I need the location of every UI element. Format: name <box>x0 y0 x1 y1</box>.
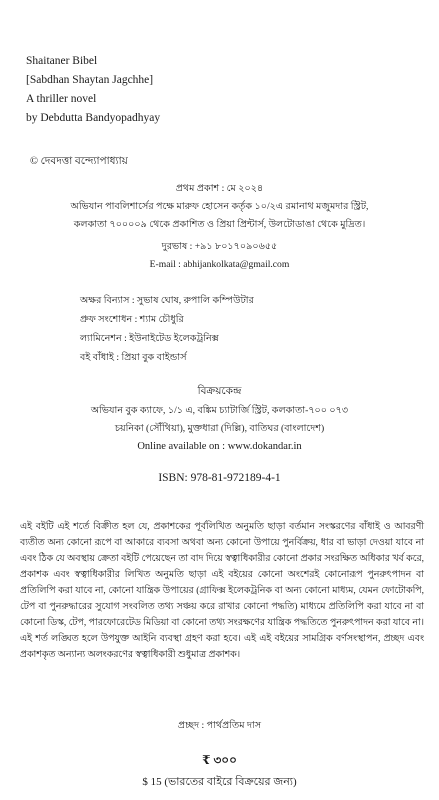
price-usd: $ 15 (ভারতের বাইরে বিক্রয়ের জন্য) <box>142 776 297 788</box>
sales-heading: বিক্রয়কেন্দ্র <box>197 386 242 397</box>
first-edition: প্রথম প্রকাশ : মে ২০২৪ <box>175 183 264 194</box>
price-inr: ₹ ৩০০ <box>202 753 237 767</box>
sales-line-2: চয়নিকা (সৌঁথিয়া), মুক্তধারা (দিল্লি), বাতিঘর (বাংলাদেশ) <box>114 423 325 434</box>
cover-credit: প্রচ্ছদ : পার্থপ্রতিম দাস <box>177 720 262 731</box>
author-line: by Debdutta Bandyopadhyay <box>26 112 161 124</box>
lamination-credit: ল্যামিনেশন : ইউনাইটেড ইলেকট্রনিক্স <box>80 333 219 344</box>
typesetting-credit: অক্ষর বিন্যাস : সুভাষ ঘোষ, রুপালি কম্পিউটার <box>80 295 254 306</box>
email-line: E-mail : abhijankolkata@gmail.com <box>149 259 290 270</box>
english-title-block <box>26 52 160 128</box>
binding-credit: বই বাঁধাই : প্রিয়া বুক বাইন্ডার্স <box>80 352 187 363</box>
genre-line: A thriller novel <box>26 93 97 105</box>
proofreading-credit: প্রুফ সংশোধন : শ্যাম চৌধুরি <box>80 314 184 325</box>
phone-line: দুরভাষ : +৯১ ৮০১৭০৯০৬৫৫ <box>161 241 278 252</box>
isbn: ISBN: 978-81-972189-4-1 <box>158 472 281 484</box>
sales-line-1: অভিযান বুক ক্যাফে, ১/১ এ, বঙ্কিম চ্যাটার্জি স্ট্রিট, কলকাতা-৭০০ ০৭৩ <box>90 405 349 416</box>
online-availability: Online available on : www.dokandar.in <box>137 441 302 452</box>
legal-notice: এই বইটি এই শর্তে বিক্রীত হল যে, প্রকাশকের পূর্বলিখিত অনুমতি ছাড়া বর্তমান সংস্করণের বাঁধাই ও আবরণী ব্যতীত অন্য কোনো রূপে বা আকারে ব্যবসা অথবা অন্য কোনো উপায়ে পুনর্বিক্রয়, ধার বা ভাড়া দেওয়া যাবে না এবং ঠিক যে অবস্থায় ক্রেতা বইটি পেয়েছেন তা বাদ দিয়ে স্বত্বাধিকারীর কোনো প্রকার সংরক্ষিত অধিকার খর্ব করে, প্রকাশক এবং স্বত্বাধিকারীর লিখিত অনুমতি ছাড়া এই বইয়ের কোনো অংশেরই কোনোরূপ পুনরুৎপাদন বা প্রতিলিপি করা যাবে না, কোনো যান্ত্রিক উপায়ের (গ্রাফিক্স ইলেকট্রনিক বা অন্য কোনো মাধ্যম, যেমন ফোটোকপি, টেপ বা পুনরুদ্ধারের সুযোগ সংবলিত তথ্য সঞ্চয় করে রাখার কোনো পদ্ধতি) মাধ্যমে প্রতিলিপি করা যাবে না বা কোনো ডিস্ক, টেপ, পারফোরেটেড মিডিয়া বা কোনো তথ্য সংরক্ষণের যান্ত্রিক পদ্ধতিতে পুনরুৎপাদন করা যাবে না। এই শর্ত লঙ্ঘিত হলে উপযুক্ত আইনি ব্যবস্থা গ্রহণ করা হবে। এই এই বইয়ের সামগ্রিক বর্ণসংস্থাপন, প্রচ্ছদ এবং প্রকাশকৃত অন্যান্য অলংকরণের স্বত্বাধিকারী শুধুমাত্র প্রকাশক। <box>20 522 424 660</box>
copyright-notice: © দেবদত্তা বন্দ্যোপাধ্যায় <box>30 156 128 167</box>
english-subtitle: [Sabdhan Shaytan Jagchhe] <box>26 74 154 86</box>
english-title: Shaitaner Bibel <box>26 55 98 67</box>
publisher-line-1: অভিযান পাবলিশার্সের পক্ষে মারুফ হোসেন কর্তৃক ১০/২এ রমানাথ মজুমদার স্ট্রিট, <box>70 201 369 212</box>
publisher-line-2: কলকাতা ৭০০০০৯ থেকে প্রকাশিত ও প্রিয়া প্রিন্টার্স, উলটোডাঙা থেকে মুদ্রিত। <box>73 219 366 230</box>
